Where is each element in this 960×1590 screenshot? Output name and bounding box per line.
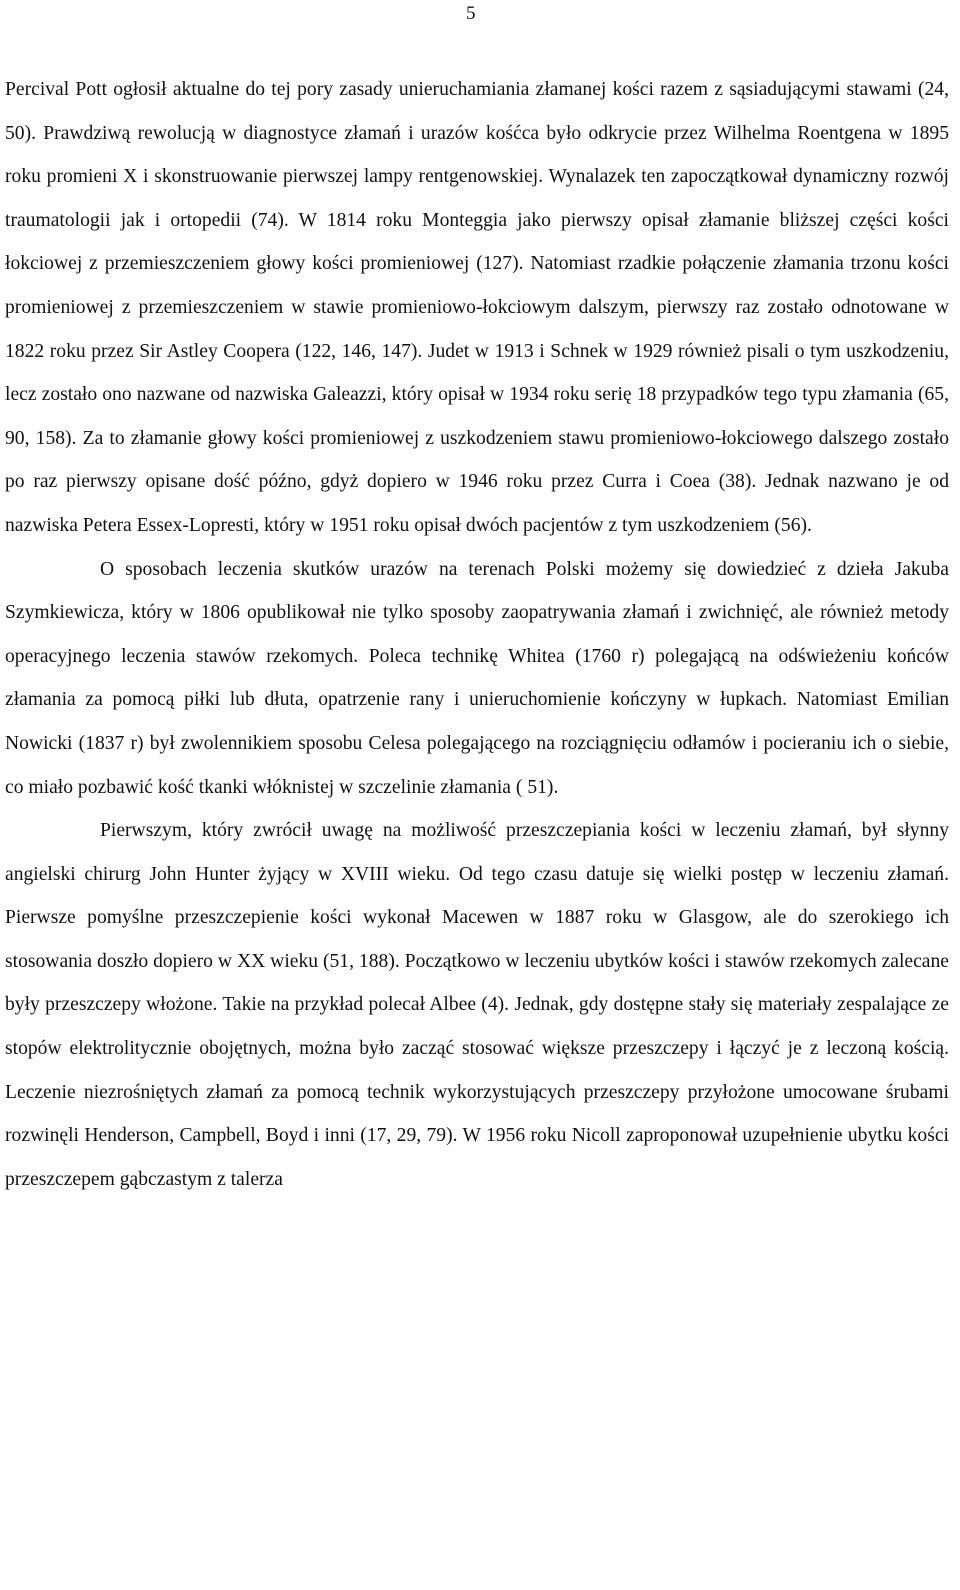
body-text <box>5 68 949 1201</box>
paragraph-3: Pierwszym, który zwrócił uwagę na możliwość przeszczepiania kości w leczeniu złamań, był słynny angielski chirurg John Hunter żyjący w XVIII wieku. Od tego czasu datuje się wielki postęp w leczeniu złamań. Pierwsze pomyślne przeszczepienie kości wykonał Macewen w 1887 roku w Glasgow, ale do szerokiego ich stosowania doszło dopiero w XX wieku (51, 188). Początkowo w leczeniu ubytków kości i stawów rzekomych zalecane były przeszczepy włożone. Takie na przykład polecał Albee (4). Jednak, gdy dostępne stały się materiały zespalające ze stopów elektrolitycznie obojętnych, można było zacząć stosować większe przeszczepy i łączyć je z leczoną kością. Leczenie niezrośniętych złamań za pomocą technik wykorzystujących przeszczepy przyłożone umocowane śrubami rozwinęli Henderson, Campbell, Boyd i inni (17, 29, 79). W 1956 roku Nicoll zaproponował uzupełnienie ubytku kości przeszczepem gąbczastym z talerza <box>5 820 949 1190</box>
paragraph-1: Percival Pott ogłosił aktualne do tej pory zasady unieruchamiania złamanej kości razem z sąsiadującymi stawami (24, 50). Prawdziwą rewolucją w diagnostyce złamań i urazów kośćca było odkrycie przez Wilhelma Roentgena w 1895 roku promieni X i skonstruowanie pierwszej lampy rentgenowskiej. Wynalazek ten zapoczątkował dynamiczny rozwój traumatologii jak i ortopedii (74). W 1814 roku Monteggia jako pierwszy opisał złamanie bliższej części kości łokciowej z przemieszczeniem głowy kości promieniowej (127). Natomiast rzadkie połączenie złamania trzonu kości promieniowej z przemieszczeniem w stawie promieniowo-łokciowym dalszym, pierwszy raz zostało odnotowane w 1822 roku przez Sir Astley Coopera (122, 146, 147). Judet w 1913 i Schnek w 1929 również pisali o tym uszkodzeniu, lecz zostało ono nazwane od nazwiska Galeazzi, który opisał w 1934 roku serię 18 przypadków tego typu złamania (65, 90, 158). Za to złamanie głowy kości promieniowej z uszkodzeniem stawu promieniowo-łokciowego dalszego zostało po raz pierwszy opisane dość późno, gdyż dopiero w 1946 roku przez Curra i Coea (38). Jednak nazwano je od nazwiska Petera Essex-Lopresti, który w 1951 roku opisał dwóch pacjentów z tym uszkodzeniem (56). <box>5 79 949 536</box>
paragraph-2: O sposobach leczenia skutków urazów na terenach Polski możemy się dowiedzieć z dzieła Jakuba Szymkiewicza, który w 1806 opublikował nie tylko sposoby zaopatrywania złamań i zwichnięć, ale również metody operacyjnego leczenia stawów rzekomych. Poleca technikę Whitea (1760 r) polegającą na odświeżeniu końców złamania za pomocą piłki lub dłuta, opatrzenie rany i unieruchomienie kończyny w łupkach. Natomiast Emilian Nowicki (1837 r) był zwolennikiem sposobu Celesa polegającego na rozciągnięciu odłamów i pocieraniu ich o siebie, co miało pozbawić kość tkanki włóknistej w szczelinie złamania ( 51). <box>5 558 949 798</box>
page-number: 5 <box>466 3 476 24</box>
